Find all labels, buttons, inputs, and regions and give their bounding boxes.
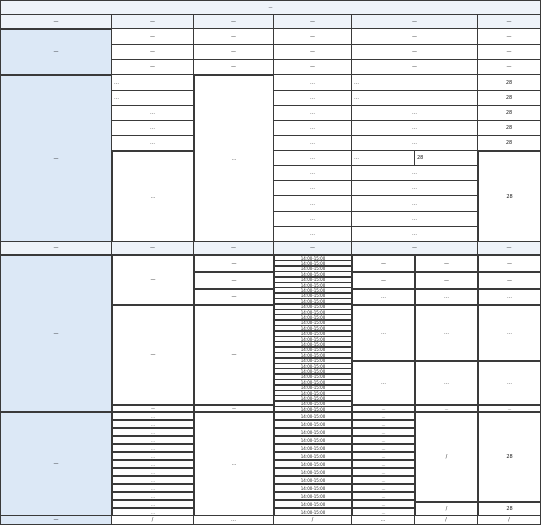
time-slot: 14:00-15:00 <box>274 255 352 261</box>
time-slot: 14:00-15:00 <box>274 331 352 337</box>
section-d-count-2: 28 <box>478 502 541 516</box>
time-slot: 14:00-15:00 <box>274 358 352 364</box>
time-slot: 14:00-15:00 <box>274 325 352 331</box>
header2-col-3: — <box>194 242 274 255</box>
cell: 28 <box>478 136 541 151</box>
footer-date: … <box>194 516 274 525</box>
section-d-item: … <box>112 452 194 460</box>
section-b-venue: … <box>112 151 194 242</box>
cell: … <box>112 91 194 106</box>
time-slot: 14:00-15:00 <box>274 363 352 369</box>
cell: … <box>274 181 352 196</box>
cell: — <box>194 289 274 305</box>
time-slot: 14:00-15:00 <box>274 298 352 304</box>
time-slot: 14:00-15:00 <box>274 271 352 277</box>
cell: — <box>194 29 274 45</box>
title-row <box>0 0 541 15</box>
header-row <box>0 15 541 29</box>
cell: … <box>352 181 478 196</box>
time-slot: 14:00-15:00 <box>274 282 352 288</box>
section-d-slash-1: / <box>415 412 478 502</box>
cell: — <box>274 60 352 75</box>
cell: — <box>194 60 274 75</box>
time-slot: 14:00-15:00 <box>274 287 352 293</box>
header2-col-6: — <box>478 242 541 255</box>
cell: 28 <box>478 106 541 121</box>
header2-col-1: — <box>0 242 112 255</box>
cell: … <box>112 106 194 121</box>
cell: … <box>274 151 352 166</box>
section-c-sub1: — <box>112 255 194 305</box>
cell: — <box>194 45 274 60</box>
time-slot: 14:00-15:00 <box>274 320 352 326</box>
header-row-2 <box>0 242 541 255</box>
cell: … <box>112 136 194 151</box>
time-slot: 14:00-15:00 <box>274 379 352 385</box>
section-d-item: … <box>112 420 194 428</box>
section-d-item: … <box>112 460 194 468</box>
time-slot: 14:00-15:00 <box>274 385 352 391</box>
time-slot: 14:00-15:00 <box>274 395 352 401</box>
section-d-desc: … <box>352 420 415 428</box>
footer-slash-4: / <box>478 516 541 525</box>
footer-slash-1: / <box>112 516 194 525</box>
cell: … <box>352 166 478 181</box>
header-col-2: — <box>112 15 194 29</box>
section-d-time: 14:00-15:00 <box>274 476 352 484</box>
header2-col-4: — <box>274 242 352 255</box>
section-b-label: — <box>0 75 112 242</box>
cell: … <box>352 151 415 166</box>
section-d-desc: … <box>352 436 415 444</box>
cell: … <box>415 305 478 361</box>
cell: … <box>352 196 478 212</box>
time-slot: 14:00-15:00 <box>274 260 352 266</box>
footer-slash-2: / <box>274 516 352 525</box>
section-d-desc: … <box>352 444 415 452</box>
cell: — <box>352 60 478 75</box>
cell: … <box>352 91 478 106</box>
section-d-label: — <box>0 412 112 516</box>
section-a-label: — <box>0 29 112 75</box>
cell: … <box>478 289 541 305</box>
cell: — <box>112 29 194 45</box>
time-slot: 14:00-15:00 <box>274 390 352 396</box>
cell: — <box>194 405 274 412</box>
cell: … <box>478 361 541 405</box>
cell: … <box>274 166 352 181</box>
section-b-date: … <box>194 75 274 242</box>
header-col-4: — <box>274 15 352 29</box>
cell: — <box>274 29 352 45</box>
cell: — <box>194 305 274 405</box>
section-d-desc: … <box>352 484 415 492</box>
cell: … <box>352 289 415 305</box>
cell: 28 <box>478 121 541 136</box>
section-d-time: 14:00-15:00 <box>274 428 352 436</box>
time-slot: 14:00-15:00 <box>274 266 352 272</box>
cell: … <box>274 91 352 106</box>
time-slot: 14:00-15:00 <box>274 293 352 299</box>
time-slot: 14:00-15:00 <box>274 304 352 310</box>
section-d-item: … <box>112 468 194 476</box>
section-d-desc: … <box>352 468 415 476</box>
cell: … <box>352 136 478 151</box>
cell: — <box>352 45 478 60</box>
section-d-time: 14:00-15:00 <box>274 492 352 500</box>
section-d-time: 14:00-15:00 <box>274 468 352 476</box>
section-c-sub2: — <box>112 305 194 405</box>
cell: — <box>112 60 194 75</box>
section-d-item: … <box>112 492 194 500</box>
cell: … <box>478 405 541 412</box>
section-d-time: 14:00-15:00 <box>274 412 352 420</box>
cell: … <box>274 75 352 91</box>
footer-venue: … <box>352 516 415 525</box>
cell: — <box>415 255 478 272</box>
cell: … <box>415 405 478 412</box>
time-slot: 14:00-15:00 <box>274 352 352 358</box>
header2-col-2: — <box>112 242 194 255</box>
cell: — <box>478 45 541 60</box>
section-d-item: … <box>112 436 194 444</box>
section-d-item: … <box>112 500 194 508</box>
time-slot: 14:00-15:00 <box>274 374 352 380</box>
cell: … <box>274 106 352 121</box>
section-d-item: … <box>112 476 194 484</box>
section-d-date: … <box>194 412 274 516</box>
section-d-item: … <box>112 484 194 492</box>
footer-row <box>0 516 541 525</box>
section-d-desc: … <box>352 476 415 484</box>
time-slot: 14:00-15:00 <box>274 368 352 374</box>
time-slot: 14:00-15:00 <box>274 314 352 320</box>
header-col-3: — <box>194 15 274 29</box>
header2-col-5: — <box>352 242 478 255</box>
section-d-desc: … <box>352 508 415 516</box>
section-d-item: … <box>112 444 194 452</box>
section-d-time: 14:00-15:00 <box>274 484 352 492</box>
cell: — <box>194 255 274 272</box>
cell: 28 <box>478 75 541 91</box>
section-b-count: 28 <box>478 151 541 242</box>
section-d-count: 28 <box>478 412 541 502</box>
cell: … <box>415 289 478 305</box>
time-slot: 14:00-15:00 <box>274 347 352 353</box>
section-d-time: 14:00-15:00 <box>274 508 352 516</box>
section-d-time: 14:00-15:00 <box>274 444 352 452</box>
cell: … <box>478 305 541 361</box>
time-slot: 14:00-15:00 <box>274 401 352 407</box>
cell: … <box>274 136 352 151</box>
section-d-time: 14:00-15:00 <box>274 420 352 428</box>
section-d-time: 14:00-15:00 <box>274 500 352 508</box>
footer-slash-3: / <box>415 516 478 525</box>
section-c-label: — <box>0 255 112 412</box>
time-slot: 14:00-15:00 <box>274 277 352 283</box>
cell: … <box>352 75 478 91</box>
time-slot: 14:00-15:00 <box>274 336 352 342</box>
cell: … <box>274 121 352 136</box>
section-d-desc: … <box>352 452 415 460</box>
cell: … <box>352 212 478 227</box>
section-d-desc: … <box>352 460 415 468</box>
header-col-5: — <box>352 15 478 29</box>
section-d-desc: … <box>352 500 415 508</box>
section-d-slash-2: / <box>415 502 478 516</box>
header-col-1: — <box>0 15 112 29</box>
cell: — <box>352 29 478 45</box>
cell: … <box>352 121 478 136</box>
sheet-title: — <box>0 0 541 15</box>
time-slot: 14:00-15:00 <box>274 341 352 347</box>
time-slot: 14:00-15:00 <box>274 406 352 412</box>
cell: — <box>194 272 274 289</box>
section-c-sub3: — <box>112 405 194 412</box>
cell: … <box>274 196 352 212</box>
cell: — <box>274 45 352 60</box>
cell: … <box>274 212 352 227</box>
cell: 28 <box>415 151 478 166</box>
footer-label: — <box>0 516 112 525</box>
time-slot: 14:00-15:00 <box>274 309 352 315</box>
cell: … <box>352 227 478 242</box>
cell: … <box>352 405 415 412</box>
cell: — <box>352 255 415 272</box>
section-d-item: … <box>112 412 194 420</box>
section-d-desc: … <box>352 428 415 436</box>
cell: — <box>352 272 415 289</box>
cell: 28 <box>478 91 541 106</box>
cell: — <box>415 272 478 289</box>
cell: … <box>112 121 194 136</box>
cell: … <box>352 361 415 405</box>
cell: … <box>415 361 478 405</box>
cell: … <box>352 106 478 121</box>
section-d-desc: … <box>352 412 415 420</box>
cell: — <box>478 272 541 289</box>
section-d-time: 14:00-15:00 <box>274 460 352 468</box>
section-d-item: … <box>112 508 194 516</box>
cell: — <box>478 60 541 75</box>
section-d-item: … <box>112 428 194 436</box>
cell: — <box>112 45 194 60</box>
section-d-time: 14:00-15:00 <box>274 452 352 460</box>
cell: — <box>478 29 541 45</box>
section-d-time: 14:00-15:00 <box>274 436 352 444</box>
cell: … <box>352 305 415 361</box>
cell: … <box>274 227 352 242</box>
header-col-6: — <box>478 15 541 29</box>
cell: … <box>112 75 194 91</box>
section-d-desc: … <box>352 492 415 500</box>
cell: — <box>478 255 541 272</box>
